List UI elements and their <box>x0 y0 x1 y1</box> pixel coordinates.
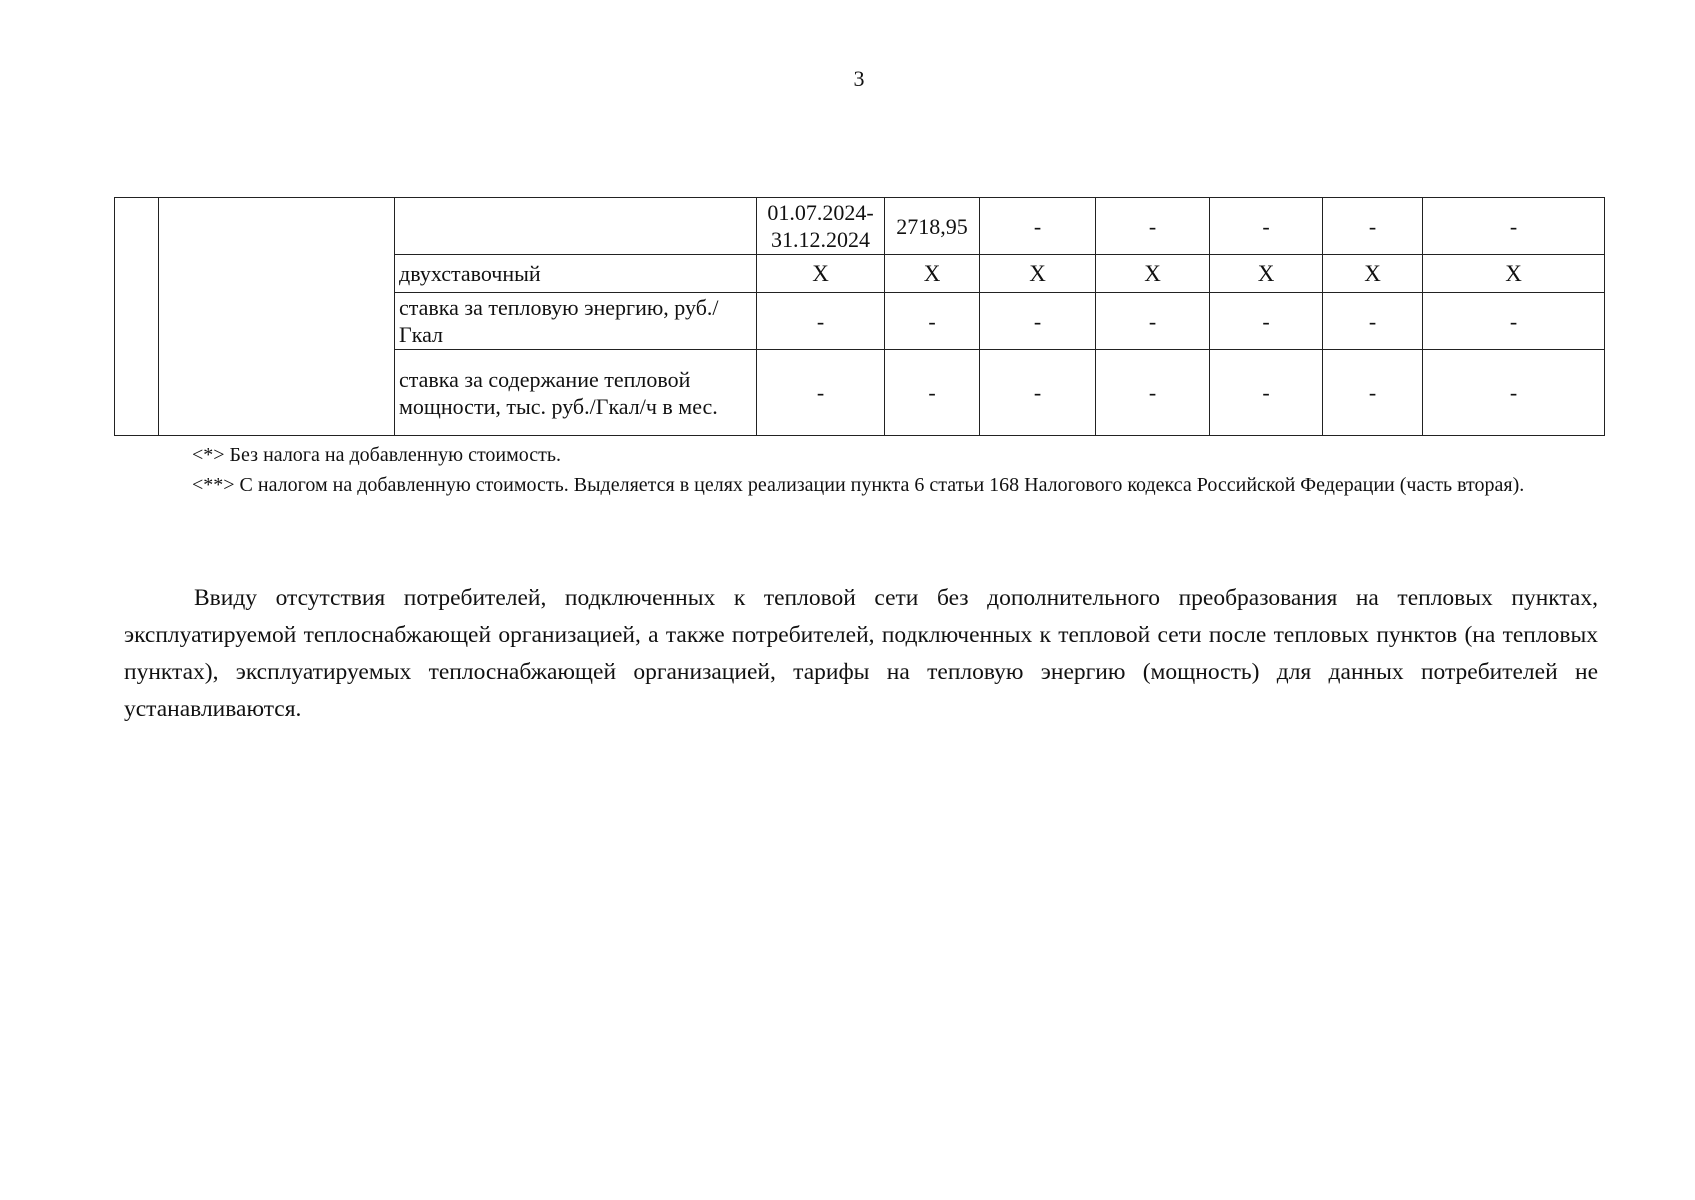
footnotes <box>122 442 1598 502</box>
table-cell: - <box>1210 198 1323 255</box>
footnote-no-vat: <*> Без налога на добавленную стоимость. <box>192 444 562 466</box>
table-cell-period <box>757 198 885 255</box>
period-start: 01.07.2024- <box>767 200 874 225</box>
table-cell-tariff-value: 2718,95 <box>885 198 980 255</box>
table-cell: X <box>1323 255 1423 293</box>
period-end: 31.12.2024 <box>771 227 870 252</box>
table-cell: - <box>980 350 1096 436</box>
table-cell-index <box>115 198 159 436</box>
table-cell: - <box>1210 350 1323 436</box>
table-cell: - <box>1210 293 1323 350</box>
page-number: 3 <box>853 66 865 91</box>
table-cell: - <box>1423 350 1605 436</box>
table-cell: X <box>757 255 885 293</box>
table-cell: X <box>1423 255 1605 293</box>
table-row-period <box>115 198 1605 255</box>
table-cell: - <box>885 350 980 436</box>
table-cell: - <box>1096 350 1210 436</box>
main-paragraph: Ввиду отсутствия потребителей, подключенных к тепловой сети без дополнительного преобразования на тепловых пунктах, эксплуатируемой теплоснабжающей организацией, а также потребителей, подключенных к тепловой сети после тепловых пунктов (на тепловых пунктах), эксплуатируемых теплоснабжающей организацией, тарифы на тепловую энергию (мощность) для данных потребителей не устанавливаются. <box>124 585 1598 722</box>
table-cell: X <box>1210 255 1323 293</box>
table-cell: - <box>1323 198 1423 255</box>
table-cell: - <box>1323 293 1423 350</box>
table-cell: X <box>885 255 980 293</box>
tariff-table <box>114 197 1605 436</box>
table-cell-organization <box>159 198 395 436</box>
table-cell: - <box>1423 198 1605 255</box>
table-cell-label: ставка за тепловую энергию, руб./Гкал <box>395 293 757 350</box>
table-cell-label: ставка за содержание тепловой мощности, тыс. руб./Гкал/ч в мес. <box>395 350 757 436</box>
table-cell: - <box>757 293 885 350</box>
table-cell-period-label <box>395 198 757 255</box>
table-cell: - <box>980 198 1096 255</box>
table-cell: X <box>980 255 1096 293</box>
table-cell: - <box>757 350 885 436</box>
body-text <box>124 580 1598 728</box>
table-cell: - <box>1323 350 1423 436</box>
table-cell: - <box>980 293 1096 350</box>
table-cell: - <box>1423 293 1605 350</box>
table-cell-label: двухставочный <box>395 255 757 293</box>
table-cell: - <box>1096 198 1210 255</box>
footnote-with-vat: <**> С налогом на добавленную стоимость. Выделяется в целях реализации пункта 6 статьи 168 Налогового кодекса Российской Федерации (часть вторая). <box>192 474 1525 496</box>
table-cell: - <box>1096 293 1210 350</box>
table-cell: - <box>885 293 980 350</box>
table-cell: X <box>1096 255 1210 293</box>
